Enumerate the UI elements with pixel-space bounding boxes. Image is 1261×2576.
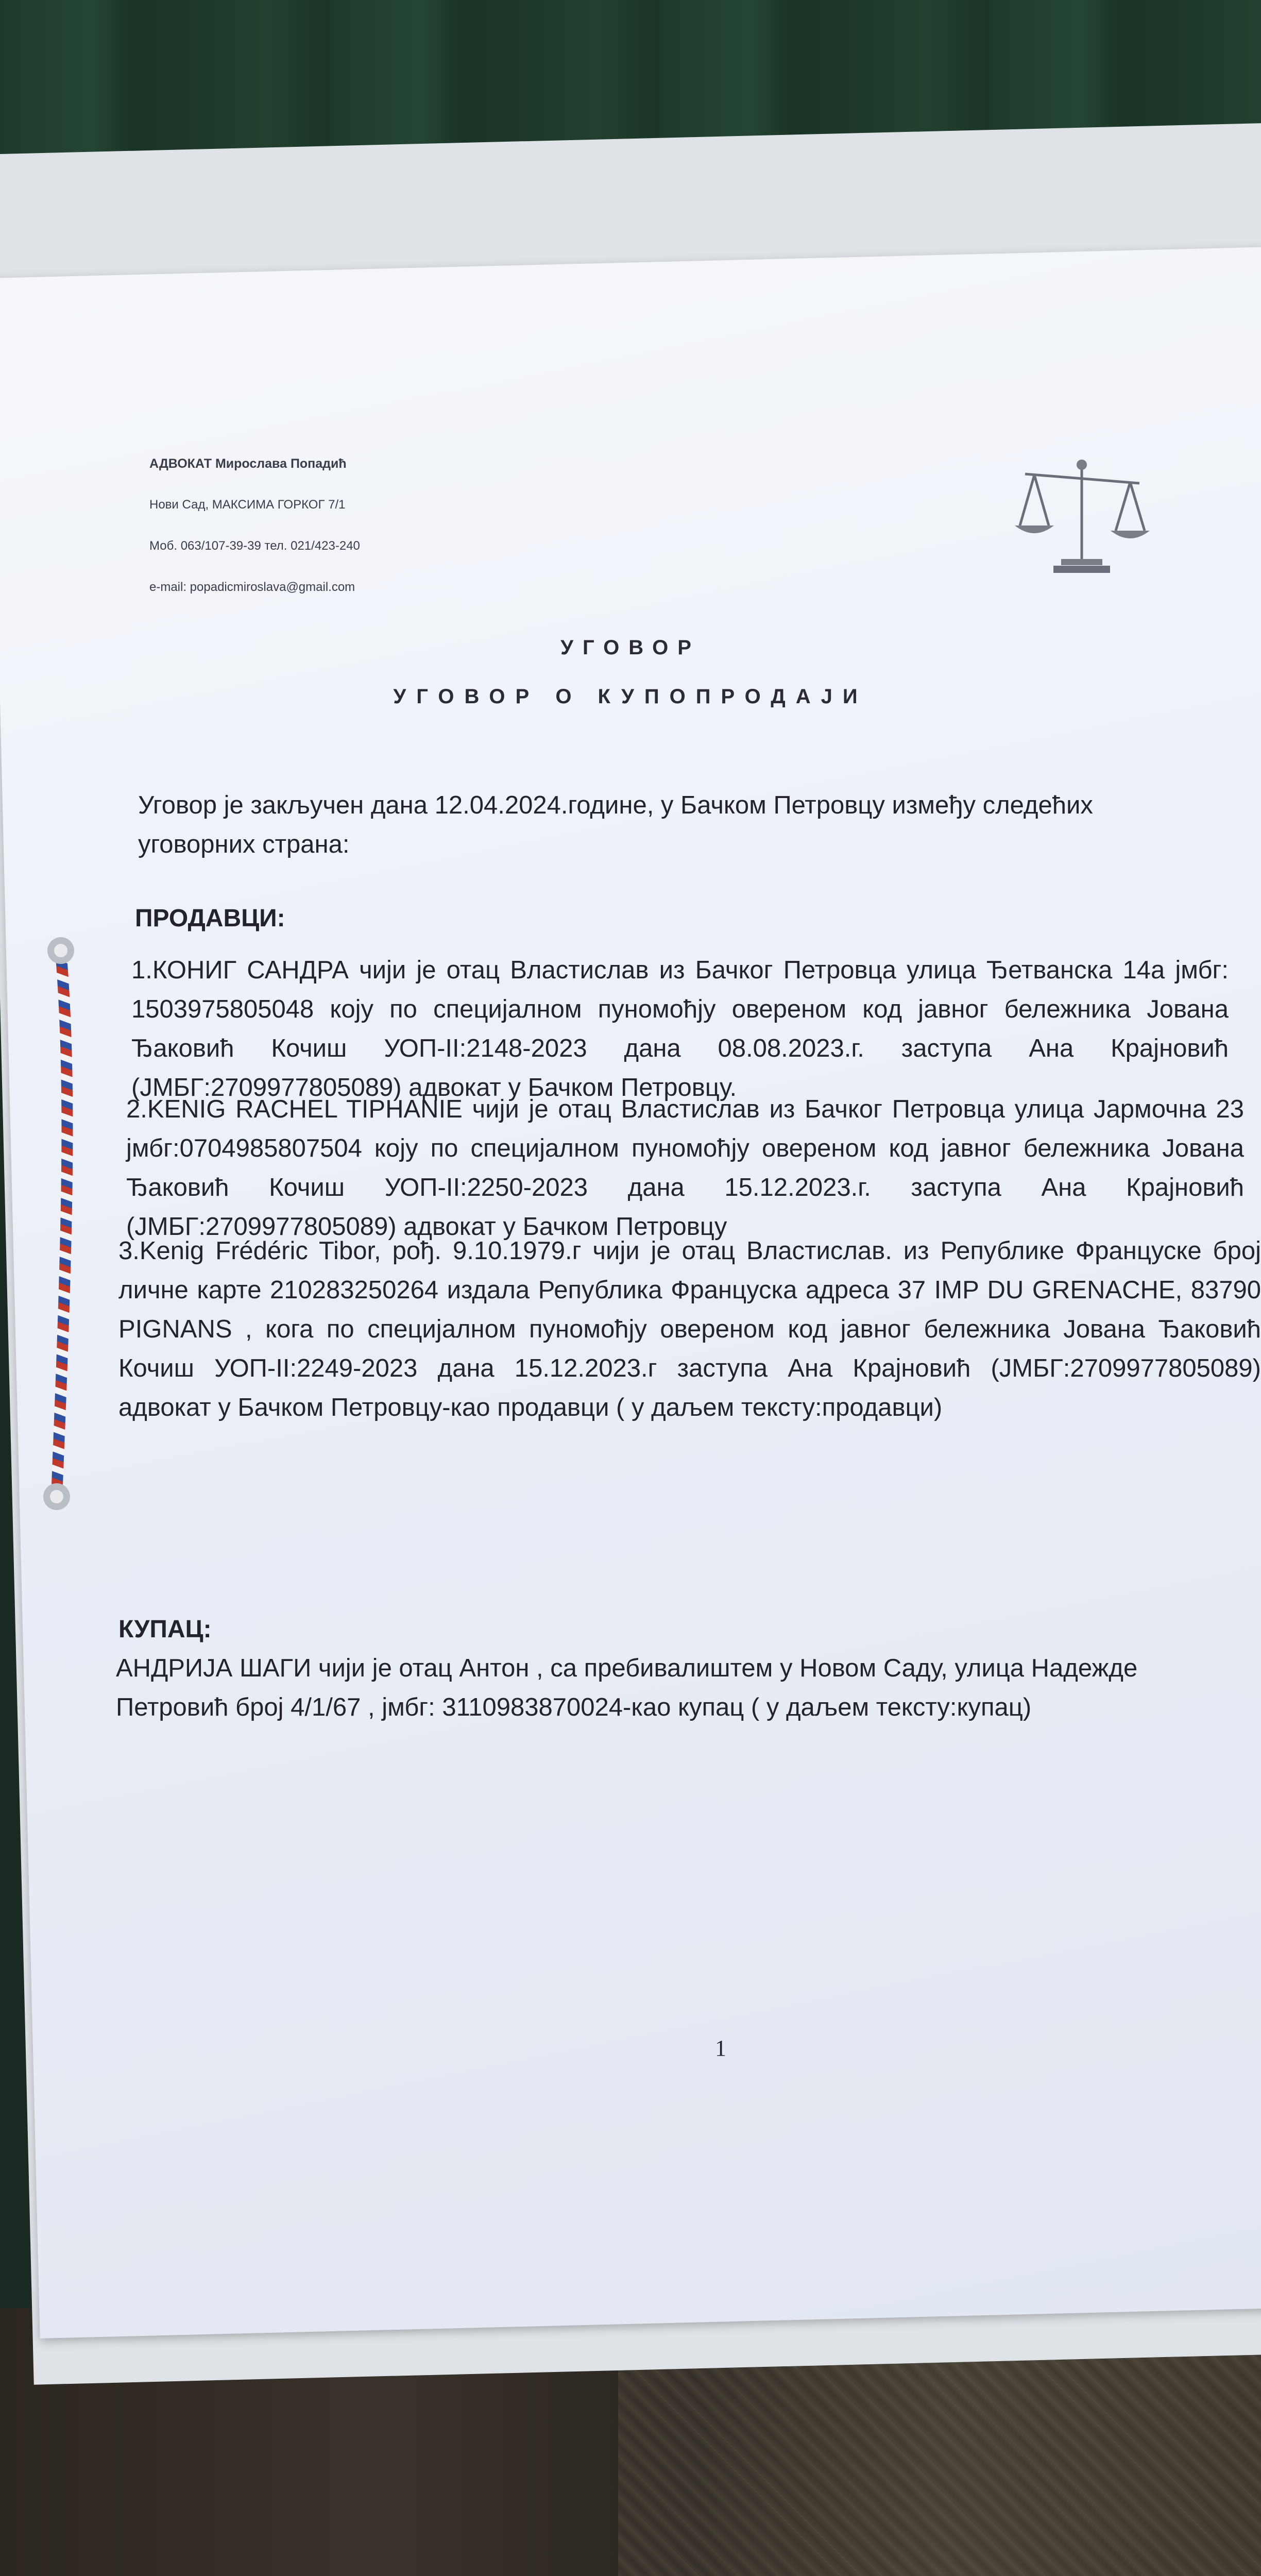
buyer-heading: КУПАЦ: — [118, 1616, 212, 1643]
scales-of-justice-icon — [1004, 453, 1159, 582]
letterhead — [149, 443, 360, 608]
binding-cord — [26, 935, 98, 1512]
letterhead-phone: Моб. 063/107-39-39 тел. 021/423-240 — [149, 539, 360, 553]
contract-intro: Уговор је закључен дана 12.04.2024.године, у Бачком Петровцу између следећих уговорних страна: — [138, 791, 1093, 858]
seller-paragraph: 2.KENIG RACHEL TIPHANIE чији је отац Властислав из Бачког Петровца улица Јармочна 23 јмбг:0704985807504 коју по специјалном пуномоћју овереном код јавног бележника Јована Ђаковић Кочиш УОП-II:2250-2023 дана 15.12.2023.г. заступа Ана Крајновић (ЈМБГ:2709977805089) адвокат у Бачком Петровцу — [126, 1095, 1244, 1241]
document-subtitle: УГОВОР О КУПОПРОДАЈИ — [393, 685, 868, 708]
buyer-paragraph: АНДРИЈА ШАГИ чији је отац Антон , са пребивалиштем у Новом Саду, улица Надежде Петровић број 4/1/67 , јмбг: 3110983870024-као купац ( у даљем тексту:купац) — [116, 1654, 1138, 1721]
seller-paragraph: 3.Kenig Frédéric Tibor, рођ. 9.10.1979.г чији је отац Властислав. из Републике Француске број личне карте 210283250264 издала Република Француска адреса 37 IMP DU GRENACHE, 83790 PIGNANS , кога по специјалном пуномоћју овереном код јавног бележника Јована Ђаковић Кочиш УОП-II:2249-2023 дана 15.12.2023.г заступа Ана Крајновић (ЈМБГ:2709977805089) адвокат у Бачком Петровцу-као продавци ( у даљем тексту:продавци) — [118, 1237, 1261, 1421]
letterhead-email: e-mail: popadicmiroslava@gmail.com — [149, 580, 355, 594]
letterhead-name: АДВОКАТ Мирослава Попадић — [149, 456, 347, 471]
page-number: 1 — [715, 2036, 726, 2061]
document-title: УГОВОР — [560, 636, 701, 659]
sellers-heading: ПРОДАВЦИ: — [135, 905, 285, 932]
letterhead-address: Нови Сад, МАКСИМА ГОРКОГ 7/1 — [149, 498, 346, 512]
seller-paragraph: 1.КОНИГ САНДРА чији је отац Властислав из Бачког Петровца улица Ђетванска 14а јмбг: 1503975805048 коју по специјалном пуномоћју овереном код јавног бележника Јована Ђаковић Кочиш УОП-II:2148-2023 дана 08.08.2023.г. заступа Ана Крајновић (ЈМБГ:2709977805089) адвокат у Бачком Петровцу. — [131, 956, 1229, 1101]
